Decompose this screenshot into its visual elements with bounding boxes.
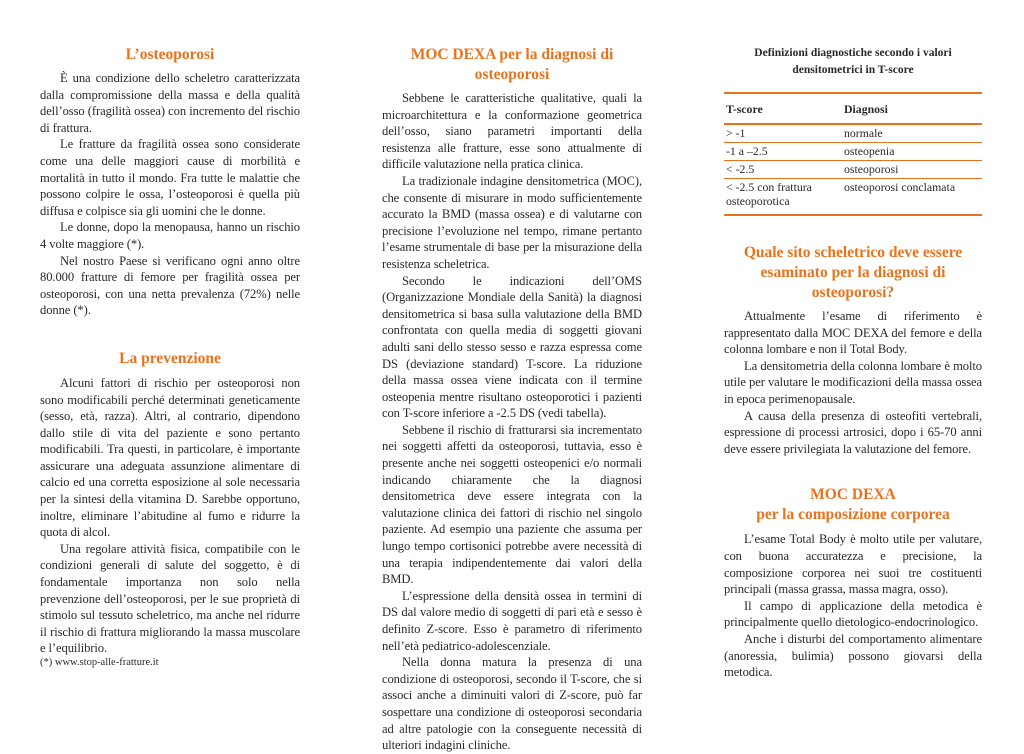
- section-body-prevenzione: [40, 375, 300, 657]
- paragraph: L’espressione della densità ossea in termini di DS dal valore medio di soggetti di pari età e sesso è definito Z-score. Esso è parametro di riferimento nell’età pediatrico-adolescenziale.: [382, 588, 642, 653]
- table-cell: -1 a –2.5: [724, 143, 842, 161]
- paragraph: La tradizionale indagine densitometrica (MOC), che consente di misurare in modo sufficientemente accurato la BMD (massa ossea) e di valutarne con precisione l’evoluzione nel tempo, rimane pertanto l’esame strumentale di base per la misurazione della resistenza scheletrica.: [382, 173, 642, 271]
- table-cell: > -1: [724, 124, 842, 143]
- table-header-row: [724, 93, 982, 124]
- paragraph: Sebbene le caratteristiche qualitative, quali la microarchitettura e la conformazione geometrica dell’osso, siano parametri importanti della resistenza alle fratture, esse sono attualmente di difficile valutazione nella pratica clinica.: [382, 91, 642, 172]
- table-cell: osteopenia: [842, 143, 982, 161]
- paragraph: Una regolare attività fisica, compatibile con le condizioni generali di salute del soggetto, è di fondamentale importanza non solo nella prevenzione dell’osteoporosi, per le sue proprietà di stimolo sul tessuto scheletrico, ma anche nel ridurre il rischio di frattura migliorando la massa muscolare e l’equilibrio.: [40, 541, 300, 656]
- column-right: [724, 0, 982, 681]
- section-body-osteoporosi: [40, 70, 300, 319]
- paragraph: Secondo le indicazioni dell’OMS (Organizzazione Mondiale della Sanità) la diagnosi densitometrica si basa sulla valutazione della BMD confrontata con quella media di soggetti giovani adulti sani dello stesso sesso e razza espressa come DS (deviazione standard) T-score. La riduzione della massa ossea viene indicata con il termine osteopenia mentre risultano osteoporotici i pazienti con T-score inferiore a -2.5 DS (vedi tabella).: [382, 273, 642, 421]
- paragraph: Anche i disturbi del comportamento alimentare (anoressia, bulimia) possono giovarsi della metodica.: [724, 631, 982, 680]
- column-middle: [382, 0, 642, 754]
- paragraph: L’esame Total Body è molto utile per valutare, con buona accuratezza e precisione, la composizione corporea nei suoi tre costituenti principali (massa grassa, massa magra, osso).: [724, 532, 982, 597]
- section-body-sito-scheletrico: [724, 308, 982, 457]
- table-row: [724, 161, 982, 179]
- section-title-composizione-corporea: [724, 485, 982, 525]
- table-row: [724, 179, 982, 216]
- paragraph: A causa della presenza di osteofiti vertebrali, espressione di processi artrosici, dopo i 65-70 anni deve essere privilegiata la valutazione del femore.: [724, 408, 982, 456]
- paragraph: Nel nostro Paese si verificano ogni anno oltre 80.000 fratture di femore per fragilità ossea per osteoporosi, con una netta prevalenza (72%) nelle donne (*).: [40, 253, 300, 318]
- paragraph: È una condizione dello scheletro caratterizzata dalla compromissione della massa e della qualità dell’osso (fragilità ossea) con incremento del rischio di frattura.: [40, 71, 300, 135]
- table-cell: normale: [842, 124, 982, 143]
- title-line: per la composizione corporea: [756, 506, 950, 524]
- paragraph: Le donne, dopo la menopausa, hanno un rischio 4 volte maggiore (*).: [40, 220, 300, 251]
- section-body-composizione-corporea: [724, 531, 982, 680]
- paragraph: Il campo di applicazione della metodica è principalmente quello dietologico-endocrinologico.: [724, 598, 982, 630]
- table-row: [724, 124, 982, 143]
- table-cell: < -2.5 con frattura osteoporotica: [724, 179, 842, 216]
- column-left: [40, 0, 300, 657]
- section-title-moc-dexa-diagnosi: MOC DEXA per la diagnosi di osteoporosi: [410, 46, 614, 83]
- paragraph: Sebbene il rischio di fratturarsi sia incrementato nei soggetti affetti da osteoporosi, tuttavia, esso è presente anche nei soggetti osteopenici e/o normali indicando chiaramente che la diagnosi densitometrica deve essere integrata con la valutazione clinica dei fattori di rischio nel singolo paziente. Ad esempio una paziente che assuma per lungo tempo cortisonici potrebbe avere necessità di una terapia indipendentemente dai valori della BMD.: [382, 422, 642, 587]
- footnote: (*) www.stop-alle-fratture.it: [40, 657, 159, 668]
- paragraph: Le fratture da fragilità ossea sono considerate come una delle maggiori cause di morbilità e mortalità in tutto il mondo. Fra tutte le malattie che possono colpire le ossa, l’osteoporosi è quella più diffusa e colpisce sia gli uomini che le donne.: [40, 137, 300, 218]
- table-cell: < -2.5: [724, 161, 842, 179]
- paragraph: Attualmente l’esame di riferimento è rappresentato dalla MOC DEXA del femore e della colonna lombare e non il Total Body.: [724, 309, 982, 357]
- table-header-tscore: T-score: [724, 93, 842, 124]
- section-body-moc-dexa-diagnosi: [382, 90, 642, 754]
- table-row: [724, 143, 982, 161]
- paragraph: Nella donna matura la presenza di una condizione di osteoporosi, secondo il T-score, che si associ anche a diminuiti valori di Z-score, può far sospettare una condizione di osteoporosi secondaria ad altre patologie con la conseguente necessità di ulteriori indagini cliniche.: [382, 655, 642, 753]
- section-title-sito-scheletrico: Quale sito scheletrico deve essere esaminato per la diagnosi di osteoporosi?: [743, 244, 963, 301]
- tscore-table: [724, 92, 982, 216]
- paragraph: Alcuni fattori di rischio per osteoporosi non sono modificabili perché determinati geneticamente (sesso, età, razza). Altri, al contrario, dipendono dallo stile di vita del paziente e sono pertanto modificabili. Tra questi, in particolare, è importante assicurare una adeguata assunzione alimentare di calcio ed una corretta esposizione al sole necessaria per la sintesi della vitamina D. Sarebbe opportuno, inoltre, eliminare l’abitudine al fumo e ridurre la quota di alcol.: [40, 375, 300, 540]
- table-cell: osteoporosi conclamata: [842, 179, 982, 216]
- table-cell: osteoporosi: [842, 161, 982, 179]
- paragraph: La densitometria della colonna lombare è molto utile per valutare le modificazioni della massa ossea in epoca perimenopausale.: [724, 358, 982, 406]
- title-line: MOC DEXA: [810, 486, 896, 504]
- table-caption: Definizioni diagnostiche secondo i valori densitometrici in T-score: [754, 47, 952, 76]
- section-title-prevenzione: La prevenzione: [119, 349, 221, 367]
- table-header-diagnosi: Diagnosi: [842, 93, 982, 124]
- section-title-osteoporosi: L’osteoporosi: [125, 46, 215, 63]
